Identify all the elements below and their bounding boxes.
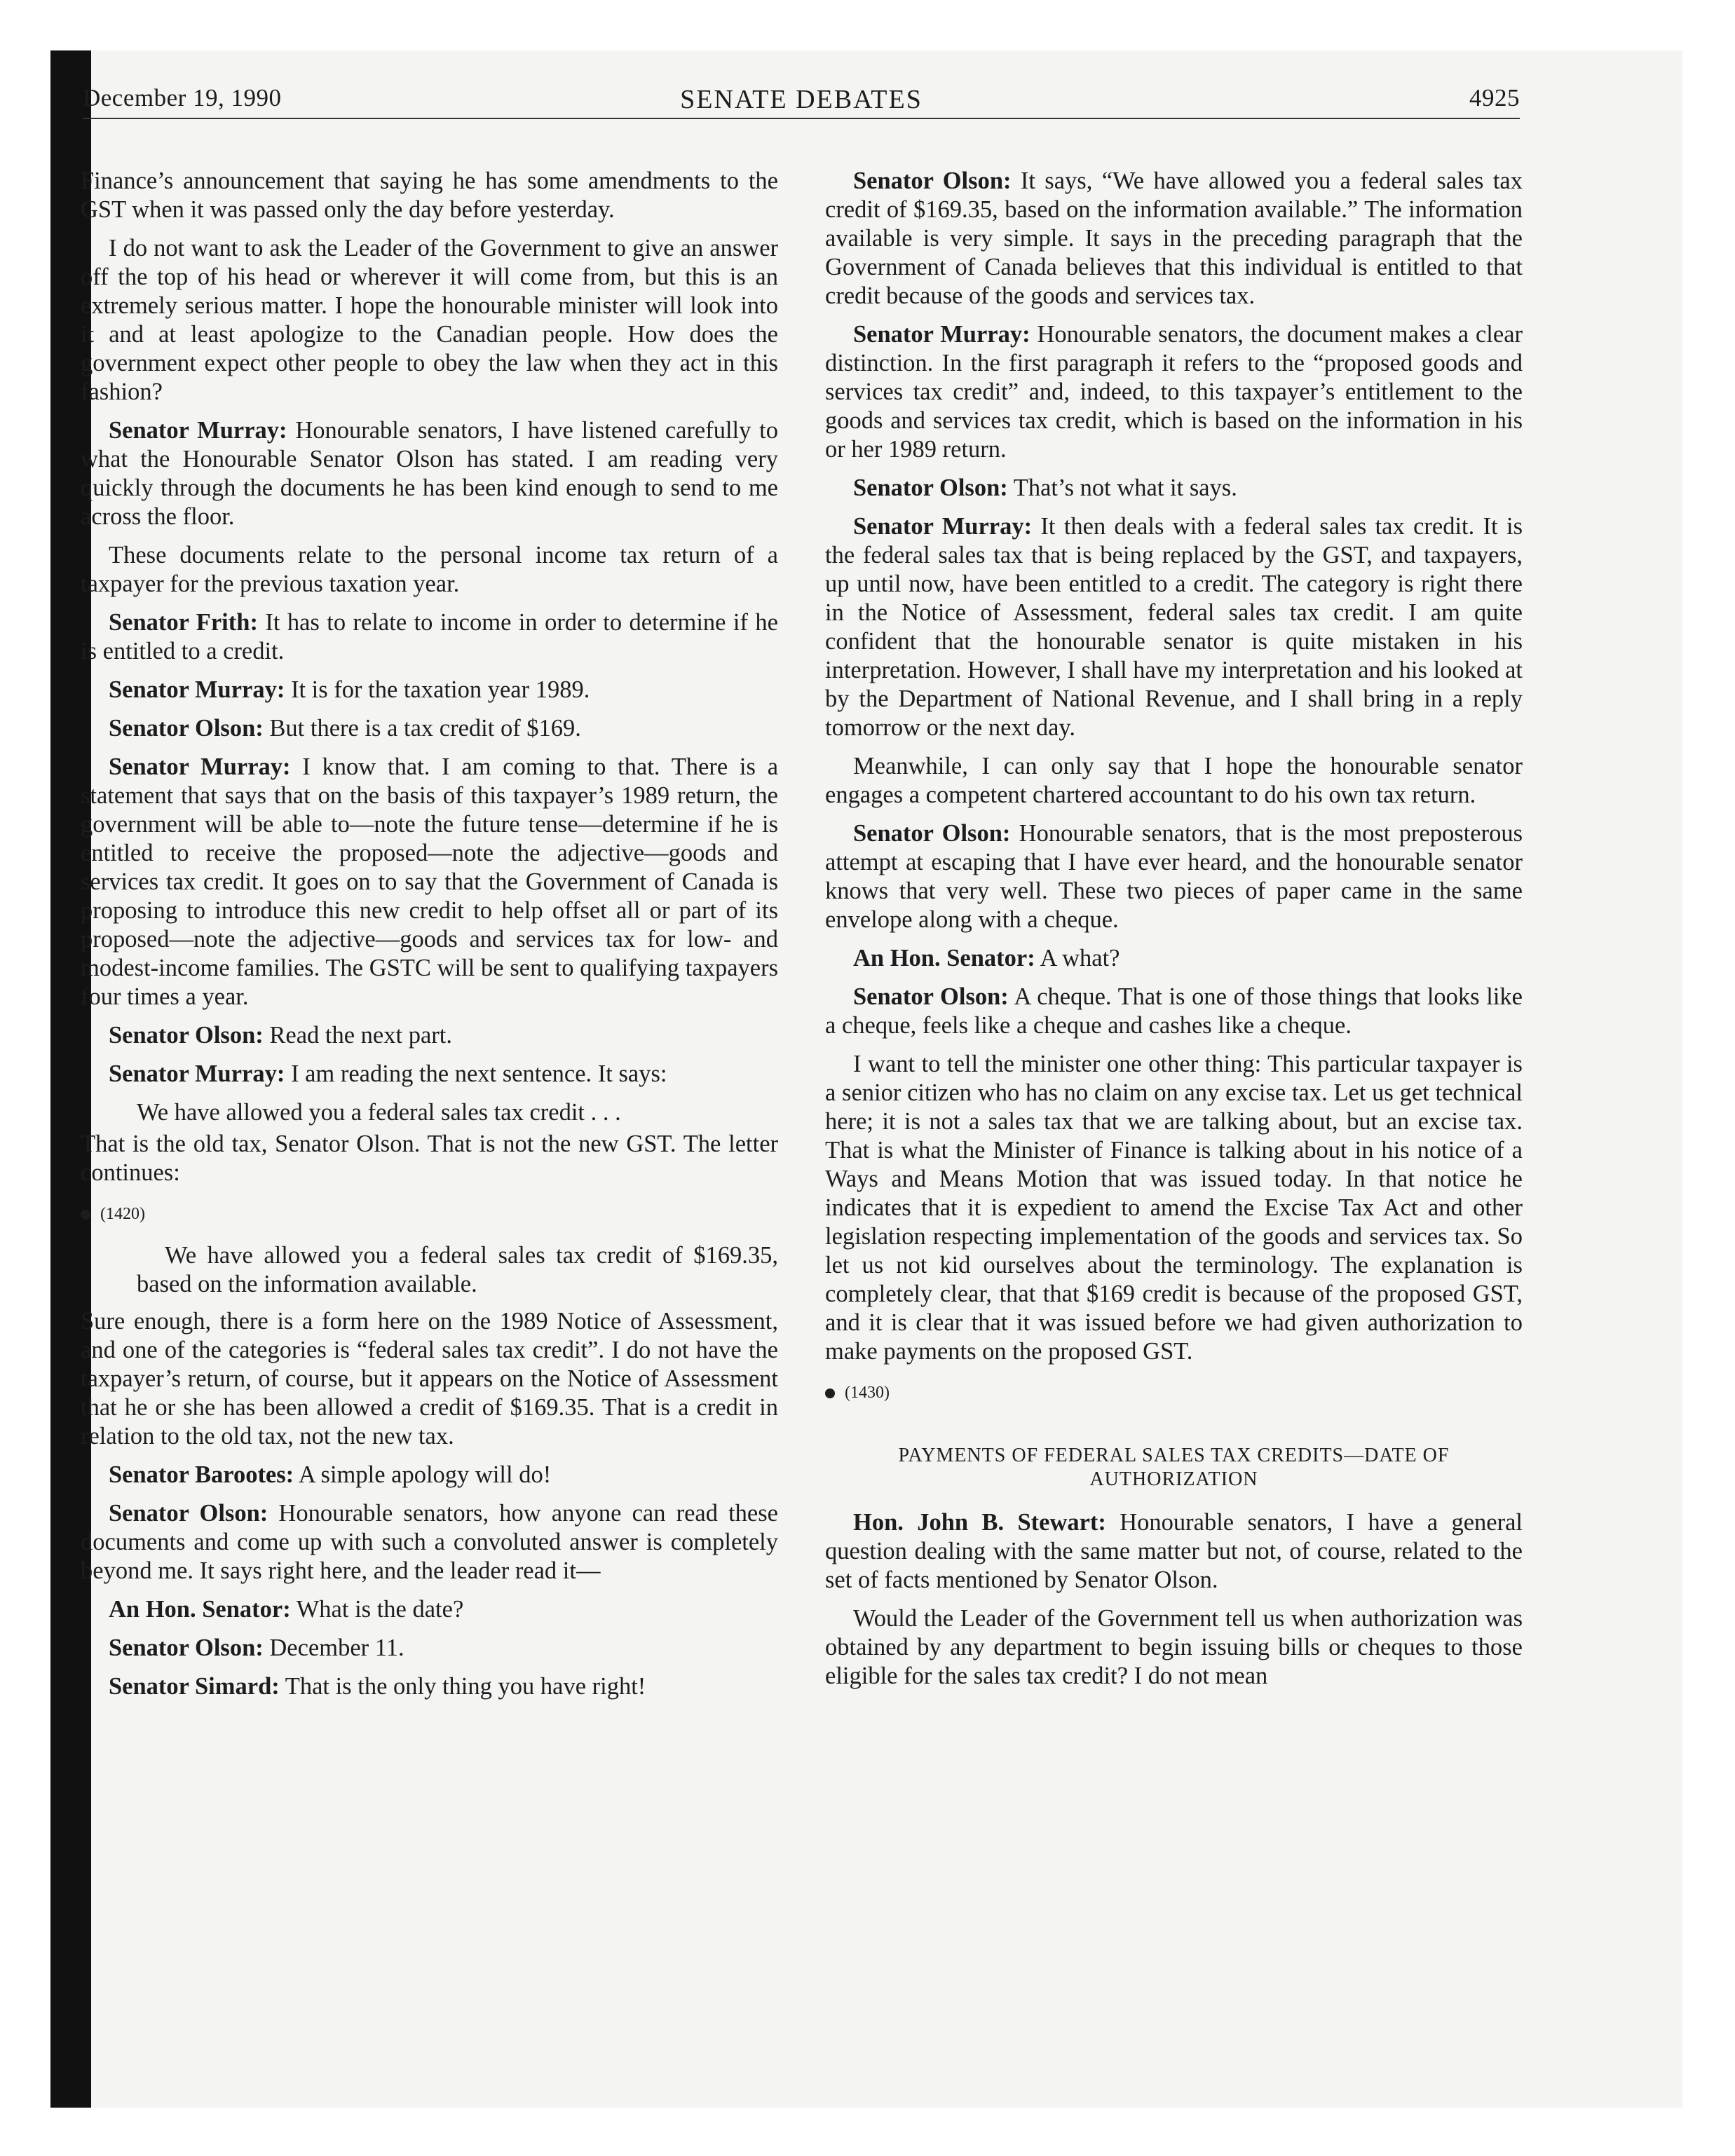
speech-text: Honourable senators, I have listened carefully to what the Honourable Senator Olson has stated. I am reading very quickly through the documents he has been kind enough to send to me across the floor. (81, 417, 778, 530)
speaker-name: Senator Olson: (853, 983, 1009, 1010)
quoted-text: We have allowed you a federal sales tax credit . . . (137, 1099, 621, 1126)
speech (825, 983, 1523, 1040)
header-date: December 19, 1990 (83, 84, 282, 111)
speaker-name: Senator Simard: (109, 1673, 280, 1700)
time-marker (825, 1379, 1523, 1407)
speech (81, 1021, 778, 1050)
speech (81, 753, 778, 1011)
speaker-name: Senator Murray: (109, 417, 287, 444)
speech-text: But there is a tax credit of $169. (263, 715, 581, 742)
time-marker-label: (1430) (845, 1384, 890, 1402)
speaker-name: Senator Frith: (109, 609, 258, 636)
paragraph: I do not want to ask the Leader of the Government to give an answer off the top of his head or wherever it will come from, but this is an extremely serious matter. I hope the honourable minister will look into it and at least apologize to the Canadian people. How does the government expect other people to obey the law when they act in this fashion? (81, 235, 778, 405)
speech (825, 512, 1523, 742)
left-column (81, 167, 778, 1711)
speech-text: Read the next part. (263, 1022, 452, 1049)
speech (81, 1672, 778, 1701)
speaker-name: Hon. John B. Stewart: (853, 1509, 1106, 1536)
paragraph: Finance’s announcement that saying he has some amendments to the GST when it was passed only the day before yesterday. (81, 168, 778, 223)
speech-text: A cheque. That is one of those things that looks like a cheque, feels like a cheque and cashes like a cheque. (825, 983, 1523, 1039)
speaker-name: Senator Murray: (109, 676, 285, 703)
speech-text: A what? (1035, 945, 1120, 971)
speech (825, 320, 1523, 464)
paragraph: That is the old tax, Senator Olson. That is not the new GST. The letter continues: (81, 1131, 778, 1186)
speech-text: That is the only thing you have right! (279, 1673, 646, 1700)
speech (81, 1595, 778, 1624)
speech (81, 1634, 778, 1663)
speaker-name: Senator Olson: (853, 168, 1012, 194)
time-marker (81, 1200, 778, 1229)
speech-text: It is for the taxation year 1989. (285, 676, 590, 703)
speech (825, 1508, 1523, 1595)
speech (81, 608, 778, 666)
speaker-name: Senator Barootes: (109, 1461, 294, 1488)
speaker-name: Senator Olson: (109, 1022, 264, 1049)
bullet-icon (825, 1389, 835, 1398)
speech-text: Honourable senators, that is the most preposterous attempt at escaping that I have ever heard, and the honourable senator knows that very well. These two pieces of paper came in the same envelope along with a cheque. (825, 820, 1523, 933)
speech (81, 1499, 778, 1585)
paragraph: These documents relate to the personal income tax return of a taxpayer for the previous taxation year. (81, 542, 778, 597)
speaker-name: Senator Olson: (109, 1635, 264, 1661)
speaker-name: Senator Olson: (853, 820, 1011, 847)
right-column (825, 167, 1523, 1700)
paragraph: I want to tell the minister one other thing: This particular taxpayer is a senior citizen who has no claim on any excise tax. Let us get technical here; it is not a sales tax that we are talking about, but an excise tax. That is what the Minister of Finance is talking about in his notice of a Ways and Means Motion that was issued today. In that notice he indicates that it is expedient to amend the Excise Tax Act and other legislation respecting implementation of the goods and services tax. So let us not kid ourselves about the terminology. The explanation is completely clear, that that $169 credit is because of the proposed GST, and it is clear that it was issued before we had given authorization to make payments on the proposed GST. (825, 1051, 1523, 1365)
speech-text: I am reading the next sentence. It says: (285, 1060, 667, 1087)
speech (81, 1461, 778, 1489)
speaker-name: An Hon. Senator: (853, 945, 1035, 971)
speaker-name: Senator Murray: (853, 513, 1033, 540)
section-heading: PAYMENTS OF FEDERAL SALES TAX CREDITS—DATE OF AUTHORIZATION (898, 1445, 1450, 1490)
speech-text: Honourable senators, I have a general question dealing with the same matter but not, of course, related to the set of facts mentioned by Senator Olson. (825, 1509, 1523, 1593)
time-marker-label: (1420) (100, 1205, 145, 1223)
speech-text: Honourable senators, how anyone can read these documents and come up with such a convoluted answer is completely beyond me. It says right here, and the leader read it— (81, 1500, 778, 1584)
speaker-name: Senator Olson: (109, 1500, 268, 1527)
speech (825, 167, 1523, 311)
publication-title: SENATE DEBATES (680, 85, 923, 114)
page-header (83, 84, 1520, 126)
paragraph: Sure enough, there is a form here on the 1989 Notice of Assessment, and one of the categories is “federal sales tax credit”. I do not have the taxpayer’s return, of course, but it appears on the Notice of Assessment that he or she has been allowed a credit of $169.35. That is a credit in relation to the old tax, not the new tax. (81, 1308, 778, 1449)
speaker-name: Senator Olson: (109, 715, 264, 742)
speech (825, 819, 1523, 934)
bullet-icon (81, 1210, 90, 1220)
speech (825, 944, 1523, 973)
speech-text: I know that. I am coming to that. There is a statement that says that on the basis of this taxpayer’s 1989 return, the government will be able to—note the future tense—determine if he is entitled to receive the proposed—note the adjective—goods and services tax credit. It goes on to say that the Government of Canada is proposing to introduce this new credit to help offset all or part of its proposed—note the adjective—goods and services tax for low- and modest-income families. The GSTC will be sent to qualifying taxpayers four times a year. (81, 753, 779, 1010)
speech (81, 676, 778, 704)
paragraph: Meanwhile, I can only say that I hope the honourable senator engages a competent chartered accountant to do his own tax return. (825, 753, 1523, 808)
speech-text: It then deals with a federal sales tax credit. It is the federal sales tax that is being replaced by the GST, and taxpayers, up until now, have been entitled to a credit. The category is right there in the Notice of Assessment, federal sales tax credit. I am quite confident that the honourable senator is quite mistaken in his interpretation. However, I shall have my interpretation and his looked at by the Department of National Revenue, and I shall bring in a reply tomorrow or the next day. (825, 513, 1523, 741)
header-rule (83, 118, 1520, 119)
speaker-name: Senator Murray: (853, 321, 1030, 348)
quoted-text: We have allowed you a federal sales tax credit of $169.35, based on the information available. (137, 1242, 778, 1297)
speech-text: It says, “We have allowed you a federal sales tax credit of $169.35, based on the information available.” The information available is very simple. It says in the preceding paragraph that the Government of Canada believes that this individual is entitled to that credit because of the goods and services tax. (825, 168, 1523, 309)
speaker-name: An Hon. Senator: (109, 1596, 291, 1623)
speaker-name: Senator Murray: (109, 1060, 285, 1087)
speech-text: It has to relate to income in order to determine if he is entitled to a credit. (81, 609, 778, 664)
speech (81, 416, 778, 531)
speech-text: December 11. (263, 1635, 404, 1661)
paragraph: Would the Leader of the Government tell us when authorization was obtained by any department to begin issuing bills or cheques to those eligible for the sales tax credit? I do not mean (825, 1605, 1523, 1689)
page-number: 4925 (1469, 84, 1520, 111)
speech-text: Honourable senators, the document makes a clear distinction. In the first paragraph it refers to the “proposed goods and services tax credit” and, indeed, to this taxpayer’s entitlement to the goods and services tax credit, which is based on the information in his or her 1989 return. (825, 321, 1523, 463)
speech (81, 714, 778, 743)
speech-text: A simple apology will do! (294, 1461, 552, 1488)
speech (81, 1060, 778, 1089)
speech-text: That’s not what it says. (1007, 475, 1237, 501)
speech (825, 474, 1523, 503)
speech-text: What is the date? (290, 1596, 464, 1623)
speaker-name: Senator Olson: (853, 475, 1008, 501)
speaker-name: Senator Murray: (109, 753, 291, 780)
